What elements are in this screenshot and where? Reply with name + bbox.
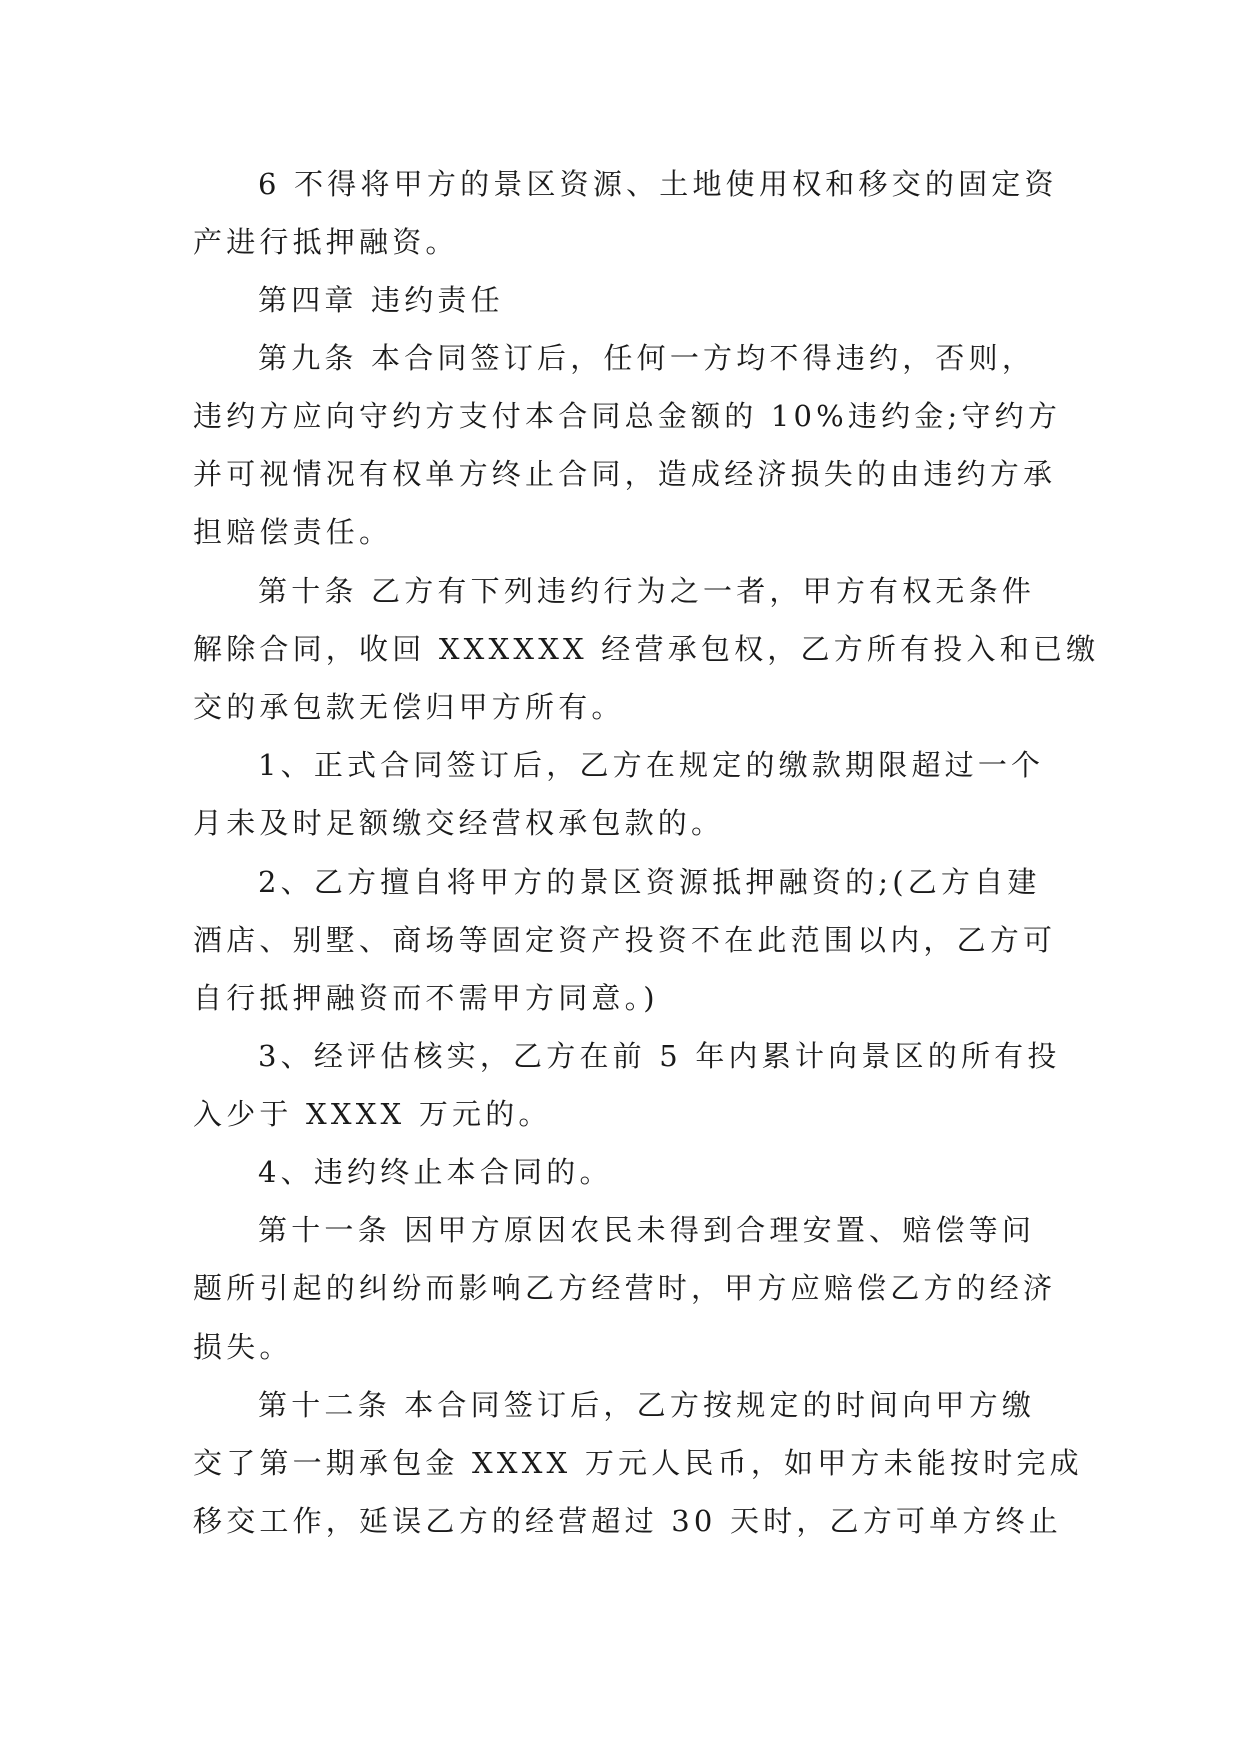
text-line: 自行抵押融资而不需甲方同意。)	[193, 981, 659, 1015]
text-line: 酒店、别墅、商场等固定资产投资不在此范围以内，乙方可	[193, 923, 1057, 957]
text-line: 解除合同，收回 XXXXXX 经营承包权，乙方所有投入和已缴	[193, 632, 1100, 666]
text-line: 第十条 乙方有下列违约行为之一者，甲方有权无条件	[258, 574, 1036, 608]
text-line: 交了第一期承包金 XXXX 万元人民币，如甲方未能按时完成	[193, 1446, 1083, 1480]
text-line: 6 不得将甲方的景区资源、土地使用权和移交的固定资	[258, 167, 1058, 201]
text-line: 第十一条 因甲方原因农民未得到合理安置、赔偿等问	[258, 1213, 1036, 1247]
text-line: 并可视情况有权单方终止合同，造成经济损失的由违约方承	[193, 457, 1057, 491]
text-line: 4、违约终止本合同的。	[258, 1155, 613, 1189]
text-line: 损失。	[193, 1330, 293, 1364]
text-line: 产进行抵押融资。	[193, 225, 459, 259]
text-line: 1、正式合同签订后，乙方在规定的缴款期限超过一个	[258, 748, 1045, 782]
text-line: 移交工作，延误乙方的经营超过 30 天时，乙方可单方终止	[193, 1504, 1062, 1538]
text-line: 第十二条 本合同签订后，乙方按规定的时间向甲方缴	[258, 1388, 1036, 1422]
text-line: 担赔偿责任。	[193, 515, 393, 549]
text-line: 2、乙方擅自将甲方的景区资源抵押融资的;(乙方自建	[258, 865, 1041, 899]
text-line: 3、经评估核实，乙方在前 5 年内累计向景区的所有投	[258, 1039, 1061, 1073]
text-line: 题所引起的纠纷而影响乙方经营时，甲方应赔偿乙方的经济	[193, 1271, 1057, 1305]
text-line: 月未及时足额缴交经营权承包款的。	[193, 806, 725, 840]
text-line: 违约方应向守约方支付本合同总金额的 10%违约金;守约方	[193, 399, 1062, 433]
text-line: 入少于 XXXX 万元的。	[193, 1097, 552, 1131]
text-line: 第九条 本合同签订后，任何一方均不得违约，否则，	[258, 341, 1036, 375]
chapter-heading: 第四章 违约责任	[258, 283, 504, 317]
text-line: 交的承包款无偿归甲方所有。	[193, 690, 625, 724]
